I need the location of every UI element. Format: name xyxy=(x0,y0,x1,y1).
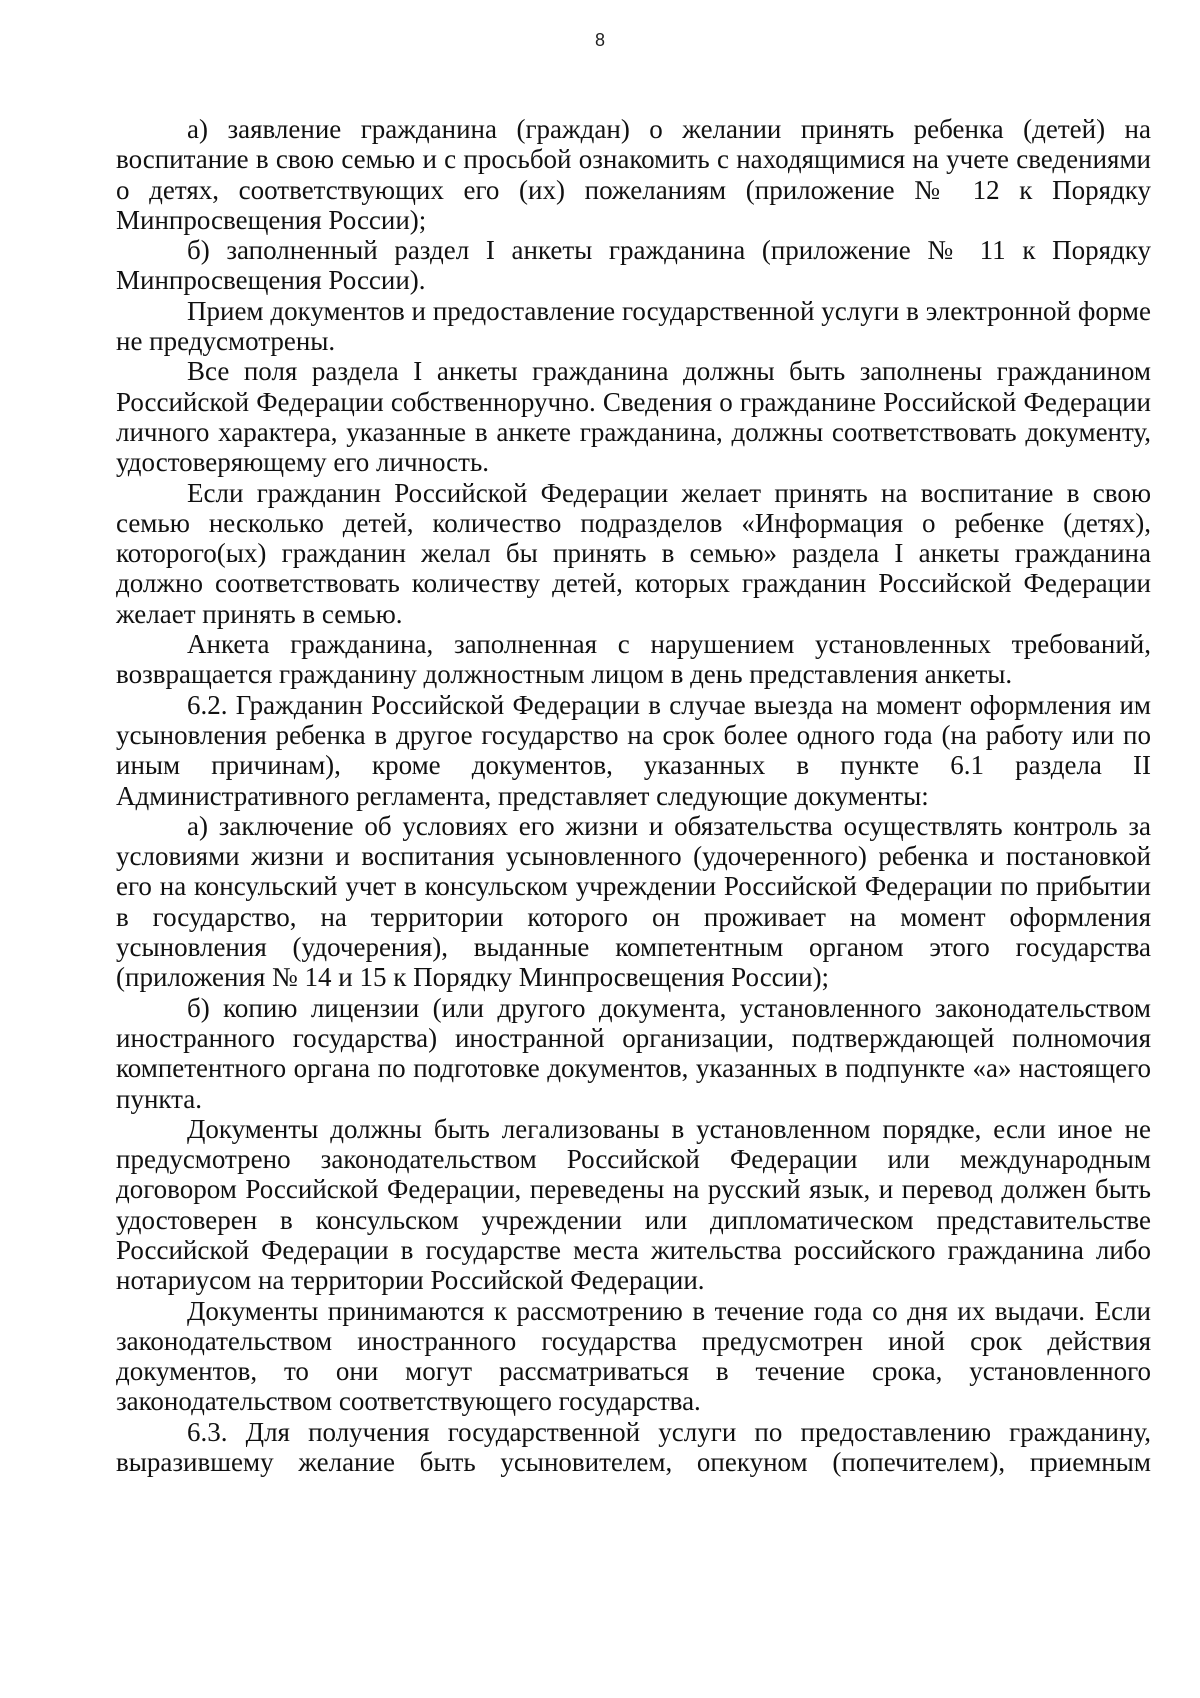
page-number: 8 xyxy=(594,30,605,50)
paragraph-returned-questionnaire: Анкета гражданина, заполненная с нарушением установленных требований, возвращается гражданину должностным лицом в день представления анкеты. xyxy=(116,629,1151,690)
paragraph-section-6-3: 6.3. Для получения государственной услуги по предоставлению гражданину, выразившему желание быть усыновителем, опекуном (попечителем), приемным xyxy=(116,1416,1151,1478)
paragraph-legalization: Документы должны быть легализованы в установленном порядке, если иное не предусмотрено законодательством Российской Федерации или международным договором Российской Федерации, переведены на русский язык, и перевод должен быть удостоверен в консульском учреждении или дипломатическом представительстве Российской Федерации в государстве места жительства российского гражданина либо нотариусом на территории Российской Федерации. xyxy=(116,1113,1151,1296)
paragraph-item-a-living-conditions: а) заключение об условиях его жизни и обязательства осуществлять контроль за условиями жизни и воспитания усыновленного (удочеренного) ребенка и постановкой его на консульский учет в консульском учреждении Российской Федерации по прибытии в государство, на территории которого он проживает на момент оформления усыновления (удочерения), выданные компетентным органом этого государства (приложения № 14 и 15 к Порядку Минпросвещения России); xyxy=(116,810,1151,993)
paragraph-several-children: Если гражданин Российской Федерации желает принять на воспитание в свою семью несколько детей, количество подразделов «Информация о ребенке (детях), которого(ых) гражданин желал бы принять в семью» раздела I анкеты гражданина должно соответствовать количеству детей, которых гражданин Российской Федерации желает принять в семью. xyxy=(116,477,1151,629)
paragraph-validity-period: Документы принимаются к рассмотрению в течение года со дня их выдачи. Если законодательством иностранного государства предусмотрен иной срок действия документов, то они могут рассматриваться в течение срока, установленного законодательством соответствующего государства. xyxy=(116,1295,1151,1417)
paragraph-item-b-questionnaire: б) заполненный раздел I анкеты гражданина (приложение № 11 к Порядку Минпросвещения России). xyxy=(116,235,1151,296)
paragraph-section-6-2: 6.2. Гражданин Российской Федерации в случае выезда на момент оформления им усыновления ребенка в другое государство на срок более одного года (на работу или по иным причинам), кроме документов, указанных в пункте 6.1 раздела II Административного регламента, представляет следующие документы: xyxy=(116,689,1151,811)
paragraph-item-a-application: а) заявление гражданина (граждан) о желании принять ребенка (детей) на воспитание в свою семью и с просьбой ознакомить с находящимися на учете сведениями о детях, соответствующих его (их) пожеланиям (приложение № 12 к Порядку Минпросвещения России); xyxy=(116,114,1151,235)
paragraph-item-b-license-copy: б) копию лицензии (или другого документа, установленного законодательством иностранного государства) иностранной организации, подтверждающей полномочия компетентного органа по подготовке документов, указанных в подпункте «а» настоящего пункта. xyxy=(116,992,1151,1114)
document-body xyxy=(116,114,1151,1477)
paragraph-no-electronic-form: Прием документов и предоставление государственной услуги в электронной форме не предусмотрены. xyxy=(116,295,1151,357)
paragraph-handwritten-fields: Все поля раздела I анкеты гражданина должны быть заполнены гражданином Российской Федерации собственноручно. Сведения о гражданине Российской Федерации личного характера, указанные в анкете гражданина, должны соответствовать документу, удостоверяющему его личность. xyxy=(116,356,1151,478)
